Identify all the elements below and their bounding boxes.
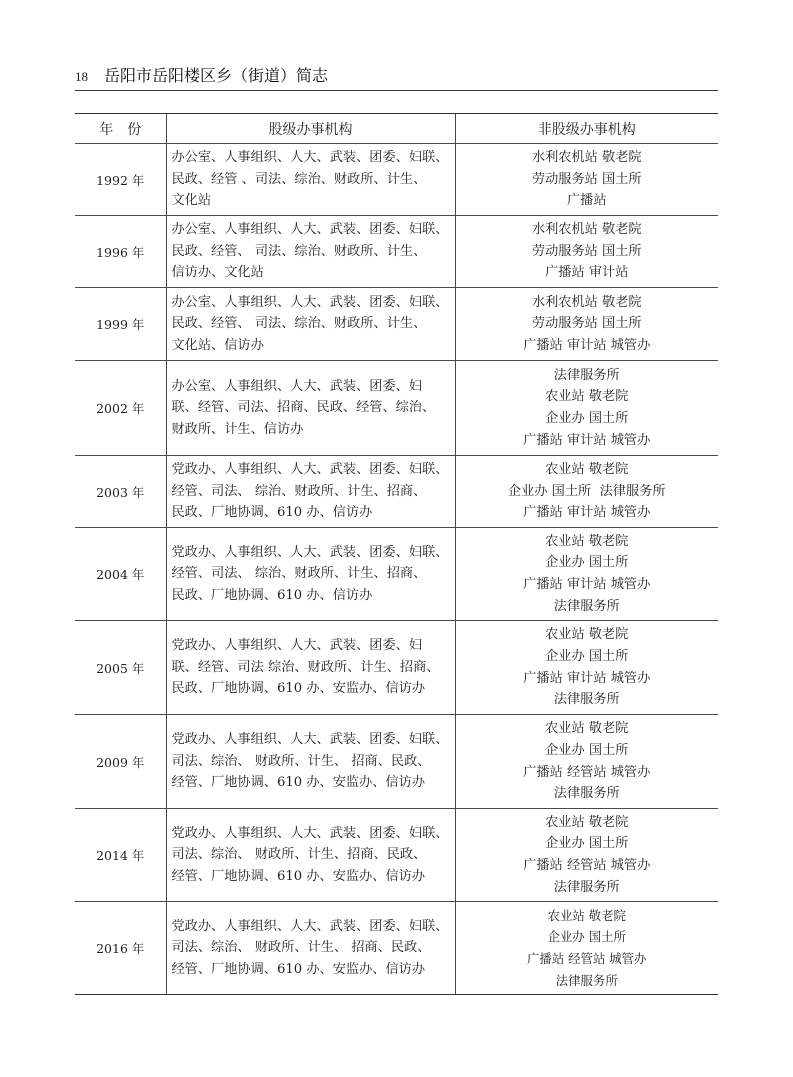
page-header	[75, 64, 718, 91]
non-section-level-line: 广播站 审计站	[545, 265, 629, 281]
section-level-cell	[166, 528, 455, 621]
section-level-line: 民政、经管、 司法、综治、财政所、计生、	[171, 316, 427, 332]
section-level-line: 民政、厂地协调、610 办、信访办	[171, 587, 373, 603]
year-cell: 2005 年	[75, 621, 166, 715]
section-level-cell	[166, 361, 455, 456]
section-level-line: 司法、综治、 财政所、计生、 招商、民政、	[171, 753, 431, 769]
section-level-cell	[166, 809, 455, 902]
table-header-section-level: 股级办事机构	[166, 114, 455, 144]
section-level-line: 民政、厂地协调、610 办、信访办	[171, 505, 373, 521]
non-section-level-line: 广播站 审计站 城管办	[523, 670, 651, 686]
table-row	[75, 621, 718, 715]
section-level-line: 联、经管、司法 综治、财政所、计生、招商、	[171, 659, 440, 675]
section-level-line: 经管、司法、 综治、财政所、计生、招商、	[171, 483, 427, 499]
table-header-non-section-level: 非股级办事机构	[455, 114, 718, 144]
table-row	[75, 216, 718, 288]
section-level-cell	[166, 902, 455, 995]
non-section-level-line: 农业站 敬老院	[545, 533, 629, 549]
section-level-cell	[166, 621, 455, 715]
section-level-line: 文化站	[171, 193, 212, 209]
non-section-level-line: 广播站 审计站 城管办	[523, 505, 651, 521]
table-row	[75, 456, 718, 528]
non-section-level-line: 水利农机站 敬老院	[531, 150, 642, 166]
section-level-line: 民政、经管 、司法、综治、财政所、计生、	[171, 171, 427, 187]
year-cell: 2004 年	[75, 528, 166, 621]
table-row	[75, 715, 718, 809]
non-section-level-line: 广播站 经管站 城管办	[523, 764, 651, 780]
section-level-line: 党政办、人事组织、人大、武装、团委、妇联、	[171, 732, 449, 748]
section-level-line: 党政办、人事组织、人大、武装、团委、妇联、	[171, 918, 449, 934]
non-section-level-line: 法律服务所	[553, 786, 620, 802]
non-section-level-line: 劳动服务站 国土所	[531, 316, 642, 332]
non-section-level-cell	[455, 809, 718, 902]
non-section-level-line: 企业办 国土所	[547, 929, 626, 945]
year-cell: 2003 年	[75, 456, 166, 528]
section-level-line: 办公室、人事组织、人大、武装、团委、妇联、	[171, 222, 449, 238]
non-section-level-cell	[455, 528, 718, 621]
year-cell: 1992 年	[75, 144, 166, 216]
non-section-level-cell	[455, 456, 718, 528]
section-level-line: 司法、综治、 财政所、计生、招商、民政、	[171, 847, 427, 863]
non-section-level-line: 劳动服务站 国土所	[531, 171, 642, 187]
section-level-line: 办公室、人事组织、人大、武装、团委、妇	[171, 378, 423, 394]
section-level-line: 办公室、人事组织、人大、武装、团委、妇联、	[171, 294, 449, 310]
non-section-level-line: 农业站 敬老院	[545, 389, 629, 405]
non-section-level-line: 企业办 国土所	[545, 411, 629, 426]
page-title: 岳阳市岳阳楼区乡（街道）简志	[104, 66, 329, 85]
non-section-level-cell	[455, 144, 718, 216]
section-level-line: 联、经管、司法、招商、民政、经管、综治、	[171, 400, 436, 416]
section-level-cell	[166, 456, 455, 528]
page-number: 18	[75, 69, 88, 84]
non-section-level-line: 水利农机站 敬老院	[531, 294, 642, 310]
table-row	[75, 902, 718, 995]
non-section-level-cell	[455, 361, 718, 456]
non-section-level-line: 农业站 敬老院	[545, 627, 629, 643]
table-row	[75, 144, 718, 216]
section-level-line: 经管、厂地协调、610 办、安监办、信访办	[171, 961, 426, 977]
section-level-line: 民政、厂地协调、610 办、安监办、信访办	[171, 681, 426, 697]
section-level-cell	[166, 288, 455, 361]
non-section-level-line: 农业站 敬老院	[545, 462, 629, 478]
section-level-line: 党政办、人事组织、人大、武装、团委、妇联、	[171, 544, 449, 560]
section-level-cell	[166, 715, 455, 809]
section-level-line: 信访办、文化站	[171, 265, 264, 281]
non-section-level-line: 农业站 敬老院	[545, 721, 629, 737]
year-cell: 2002 年	[75, 361, 166, 456]
non-section-level-cell	[455, 288, 718, 361]
section-level-cell	[166, 216, 455, 288]
non-section-level-line: 广播站	[566, 193, 607, 209]
section-level-line: 党政办、人事组织、人大、武装、团委、妇	[171, 638, 423, 654]
non-section-level-line: 法律服务所	[553, 879, 620, 895]
section-level-line: 文化站、信访办	[171, 337, 264, 353]
table-row	[75, 528, 718, 621]
non-section-level-line: 法律服务所	[553, 692, 620, 708]
section-level-cell	[166, 144, 455, 216]
non-section-level-line: 农业站 敬老院	[545, 814, 629, 830]
table-header-row	[75, 114, 718, 144]
table-header-year: 年 份	[75, 114, 166, 144]
institutions-table	[75, 113, 718, 995]
year-cell: 1996 年	[75, 216, 166, 288]
section-level-line: 经管、司法、 综治、财政所、计生、招商、	[171, 566, 427, 582]
non-section-level-line: 企业办 国土所 法律服务所	[507, 483, 666, 499]
table-row	[75, 288, 718, 361]
year-cell: 2009 年	[75, 715, 166, 809]
non-section-level-line: 水利农机站 敬老院	[531, 222, 642, 238]
non-section-level-line: 企业办 国土所	[545, 836, 629, 852]
section-level-line: 经管、厂地协调、610 办、安监办、信访办	[171, 775, 426, 791]
year-cell: 2016 年	[75, 902, 166, 995]
non-section-level-cell	[455, 216, 718, 288]
section-level-line: 办公室、人事组织、人大、武装、团委、妇联、	[171, 150, 449, 166]
section-level-line: 民政、经管、 司法、综治、财政所、计生、	[171, 243, 427, 259]
section-level-line: 党政办、人事组织、人大、武装、团委、妇联、	[171, 825, 449, 841]
year-cell: 1999 年	[75, 288, 166, 361]
section-level-line: 财政所、计生、信访办	[171, 421, 304, 437]
non-section-level-line: 法律服务所	[553, 367, 620, 383]
non-section-level-line: 企业办 国土所	[545, 555, 629, 571]
non-section-level-cell	[455, 621, 718, 715]
non-section-level-line: 广播站 经管站 城管办	[527, 951, 647, 966]
non-section-level-line: 农业站 敬老院	[547, 907, 626, 923]
non-section-level-line: 广播站 审计站 城管办	[523, 432, 651, 448]
section-level-line: 党政办、人事组织、人大、武装、团委、妇联、	[171, 462, 449, 478]
non-section-level-line: 法律服务所	[553, 598, 620, 614]
non-section-level-cell	[455, 902, 718, 995]
non-section-level-cell	[455, 715, 718, 809]
non-section-level-line: 广播站 审计站 城管办	[523, 337, 651, 353]
non-section-level-line: 广播站 审计站 城管办	[523, 577, 651, 592]
non-section-level-line: 广播站 经管站 城管办	[523, 858, 651, 873]
table-row	[75, 361, 718, 456]
non-section-level-line: 法律服务所	[555, 972, 618, 988]
section-level-line: 司法、综治、 财政所、计生、 招商、民政、	[171, 940, 431, 956]
table-row	[75, 809, 718, 902]
section-level-line: 经管、厂地协调、610 办、安监办、信访办	[171, 868, 426, 884]
year-cell: 2014 年	[75, 809, 166, 902]
non-section-level-line: 劳动服务站 国土所	[531, 243, 642, 259]
non-section-level-line: 企业办 国土所	[545, 742, 629, 758]
non-section-level-line: 企业办 国土所	[545, 648, 629, 664]
